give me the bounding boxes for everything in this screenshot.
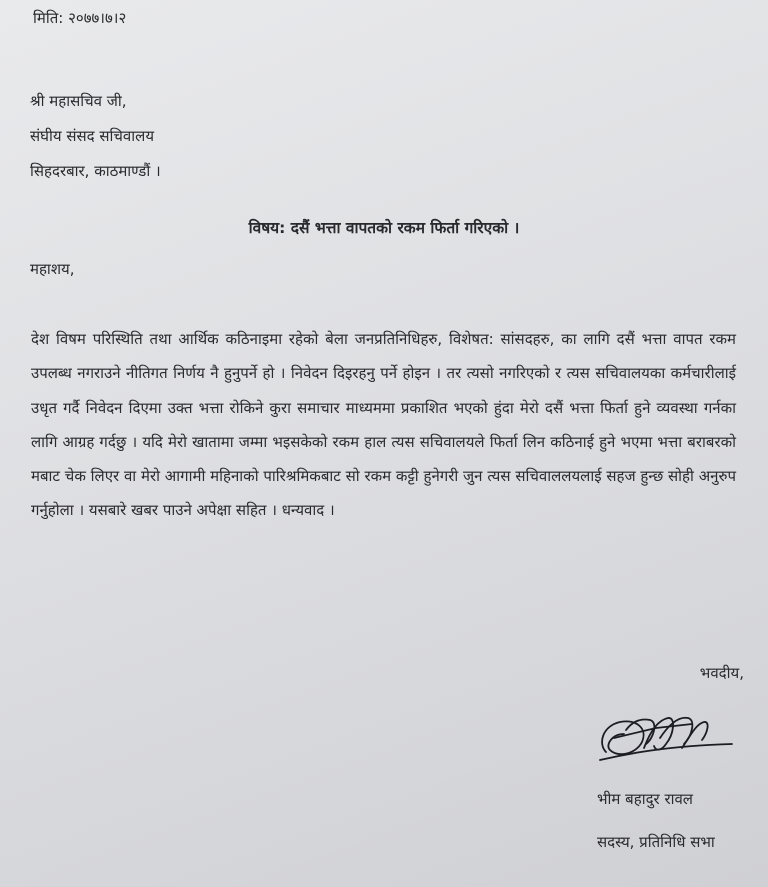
letter-body: देश विषम परिस्थिति तथा आर्थिक कठिनाइमा रहेको बेला जनप्रतिनिधिहरु, विशेषत: सांसदहरु, का लागि दसैं भत्ता वापत रकम उपलब्ध नगराउने नीतिगत निर्णय नै हुनुपर्ने हो । निवेदन दिइरहनु पर्ने होइन । तर त्यसो नगरिएको र त्यस सचिवालयका कर्मचारीलाई उधृत गर्दै निवेदन दिएमा उक्त भत्ता रोकिने कुरा समाचार माध्यममा प्रकाशित भएको हुंदा मेरो दसैं भत्ता फिर्ता हुने व्यवस्था गर्नका लागि आग्रह गर्दछु । यदि मेरो खातामा जम्मा भइसकेको रकम हाल त्यस सचिवालयले फिर्ता लिन कठिनाई हुने भएमा भत्ता बराबरको मबाट चेक लिएर वा मेरो आगामी महिनाको पारिश्रमिकबाट सो रकम कट्टी हुनेगरी जुन त्यस सचिवाललयलाई सहज हुन्छ सोही अनुरुप गर्नुहोला । यसबारे खबर पाउने अपेक्षा सहित । धन्यवाद ।	[31, 330, 736, 520]
salutation: महाशय,	[30, 260, 75, 278]
recipient-line-1: श्री महासचिव जी,	[30, 92, 127, 110]
recipient-line-3: सिहदरबार, काठमाण्डौं ।	[30, 162, 161, 180]
recipient-line-2: संघीय संसद सचिवालय	[30, 127, 155, 145]
signatory-name: भीम बहादुर रावल	[597, 790, 693, 808]
handwritten-signature	[596, 708, 736, 774]
closing: भवदीय,	[699, 664, 744, 682]
recipient-address	[30, 84, 161, 189]
letter-subject: विषय: दसैं भत्ता वापतको रकम फिर्ता गरिएको ।	[248, 219, 520, 237]
signatory-title: सदस्य, प्रतिनिधि सभा	[597, 833, 715, 851]
letter-date: मिति: २०७७।७।२	[33, 9, 127, 27]
